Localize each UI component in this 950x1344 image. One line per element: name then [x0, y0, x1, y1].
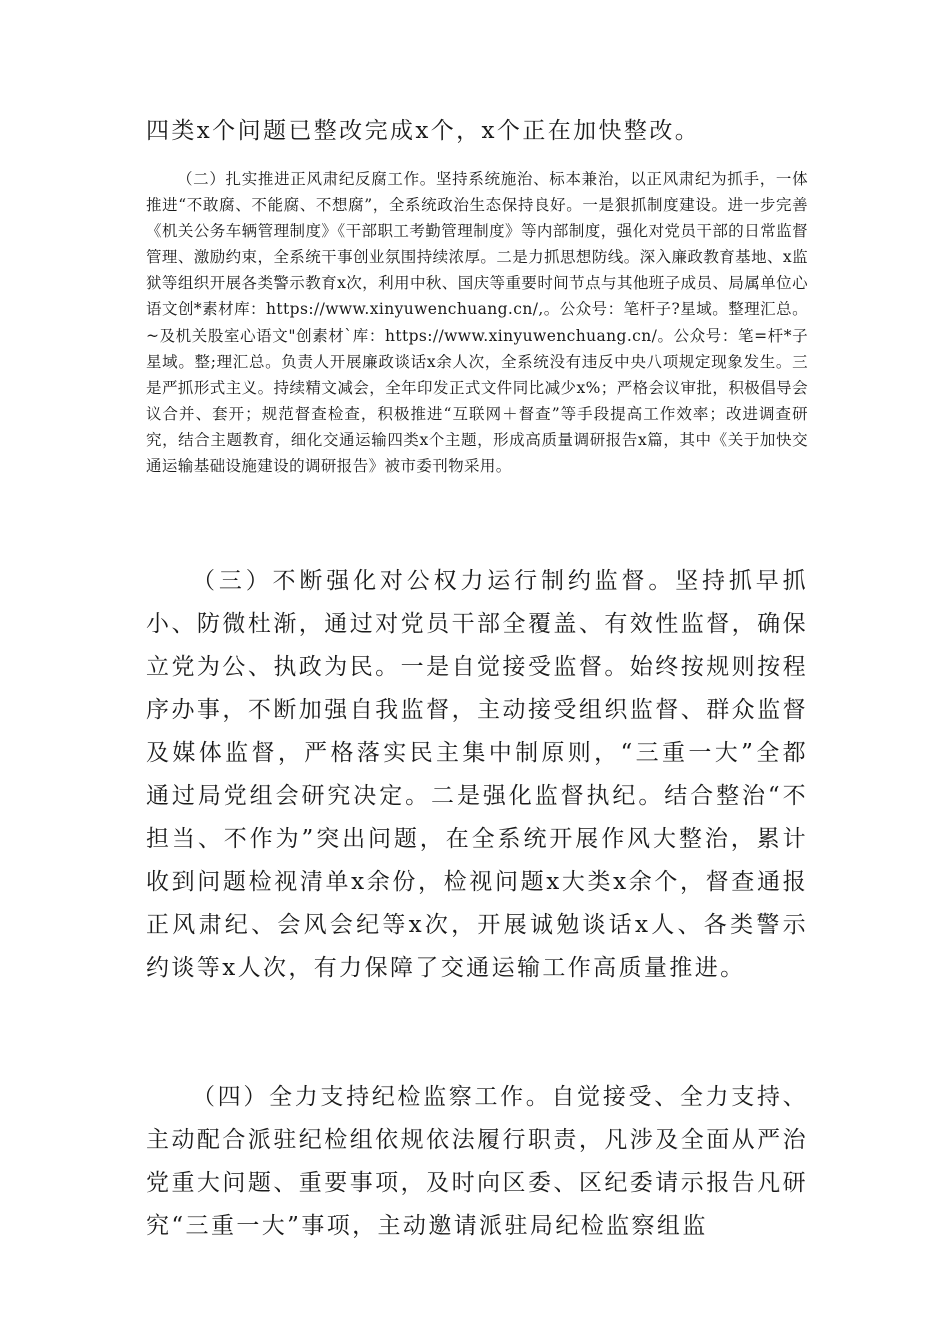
paragraph-section-2-anti-corruption: （二）扎实推进正风肃纪反腐工作。坚持系统施治、标本兼治，以正风肃纪为抓手，一体推进“不敢腐、不能腐、不想腐”，全系统政治生态保持良好。一是狠抓制度建设。进一步完善《机关公务车辆管理制度》《干部职工考勤管理制度》等内部制度，强化对党员干部的日常监督管理、激励约束，全系统干事创业氛围持续浓厚。二是力抓思想防线。深入廉政教育基地、x监狱等组织开展各类警示教育x次，利用中秋、国庆等重要时间节点与其他班子成员、局属单位心语文创*素材库：https://www.xinyuwenchuang.cn/,。公众号：笔杆子?星域。整理汇总。~及机关股室心语文"创素材`库：https://www.xinyuwenchuang.cn/。公众号：笔=杆*子星域。整;理汇总。负责人开展廉政谈话x余人次，全系统没有违反中央八项规定现象发生。三是严抓形式主义。持续精文减会，全年印发正式文件同比减少x%；严格会议审批，积极倡导会议合并、套开；规范督查检查，积极推进“互联网＋督查”等手段提高工作效率；改进调查研究，结合主题教育，细化交通运输四类x个主题，形成高质量调研报告x篇，其中《关于加快交通运输基础设施建设的调研报告》被市委刊物采用。 [146, 170, 808, 476]
paragraph-rectification-status: 四类x个问题已整改完成x个，x个正在加快整改。 [146, 118, 701, 144]
paragraph-section-3-power-supervision: （三）不断强化对公权力运行制约监督。坚持抓早抓小、防微杜渐，通过对党员干部全覆盖、有效性监督，确保立党为公、执政为民。一是自觉接受监督。始终按规则按程序办事，不断加强自我监督，主动接受组织监督、群众监督及媒体监督，严格落实民主集中制原则，“三重一大”全都通过局党组会研究决定。二是强化监督执纪。结合整治“不担当、不作为”突出问题，在全系统开展作风大整治，累计收到问题检视清单x余份，检视问题x大类x余个，督查通报正风肃纪、会风会纪等x次，开展诚勉谈话x人、各类警示约谈等x人次，有力保障了交通运输工作高质量推进。 [146, 568, 808, 981]
paragraph-section-4-discipline-inspection: （四）全力支持纪检监察工作。自觉接受、全力支持、主动配合派驻纪检组依规依法履行职责，凡涉及全面从严治党重大问题、重要事项，及时向区委、区纪委请示报告凡研究“三重一大”事项，主动邀请派驻局纪检监察组监 [146, 1084, 808, 1239]
